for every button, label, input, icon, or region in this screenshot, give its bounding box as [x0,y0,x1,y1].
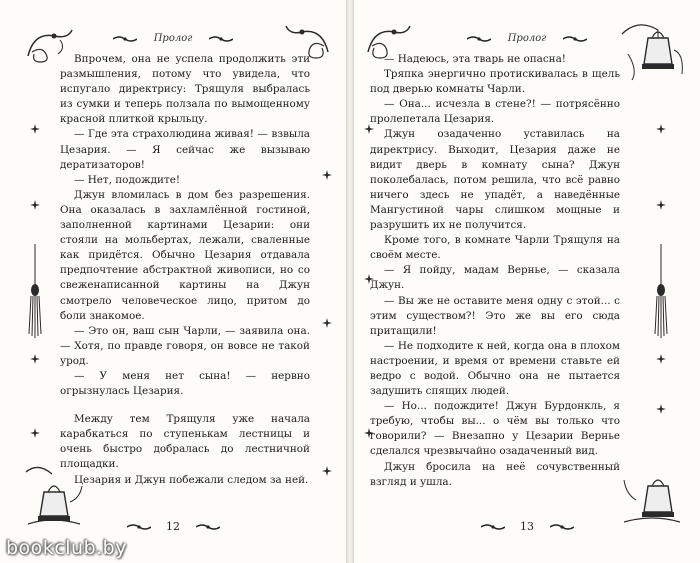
paragraph: Джун озадаченно уставилась на директрису. Выходит, Цезария даже не видит дверь в комнату сына? Джун поколебалась, потом решила, что всё равно ничего здесь не упадёт, а наведённые Мангустиной чары слишком мощные и разрушить их не получится. [370,128,620,232]
footer-flourish-icon [127,523,151,531]
paragraph: — Нет, подождите! [74,173,181,186]
running-head [354,33,700,44]
sparkle-icon [322,318,332,328]
paragraph: Между тем Трящуля уже начала карабкаться по ступенькам лестницы и очень быстро добралась до лестничной площадки. [60,413,310,471]
paragraph: — Это он, ваш сын Чарли, — заявила она. — Хотя, по правде говоря, он вовсе не такой урод. [60,324,310,367]
right-page [354,0,700,563]
paragraph: — Я пойду, мадам Вернье, — сказала Джун. [370,264,620,292]
running-head-text: Пролог [507,33,547,44]
right-page-text [370,52,620,490]
paragraph: Джун бросила на неё сочувственный взгляд и ушла. [370,460,620,488]
sparkle-icon [656,354,666,364]
sparkle-icon [656,124,666,134]
sparkle-icon [322,466,332,476]
footer-flourish-icon [550,523,574,531]
header-flourish-icon [113,35,137,43]
paragraph: — Она... исчезла в стене?! — потрясённо пролепетала Цезария. [370,98,620,126]
running-head-text: Пролог [153,33,193,44]
left-page-text [60,52,310,488]
sparkle-icon [30,354,40,364]
page-number: 13 [520,520,534,533]
running-head [0,33,346,44]
header-flourish-icon [563,35,587,43]
sparkle-icon [30,428,40,438]
tassel-icon [652,244,670,340]
paragraph: Впрочем, она не успела продолжить эти размышления, потому что увидела, что испугало директрису: Трящуля выбралась из сумки и теперь ползала по вымощенному красной плиткой крыльцу. [60,53,310,126]
paragraph: Кроме того, в комнате Чарли Трящуля на своём месте. [370,234,620,262]
tassel-icon [26,244,44,340]
lantern-icon [618,14,688,86]
paragraph: — У меня нет сына! — нервно огрызнулась Цезария. [60,369,310,398]
paragraph: — Надеюсь, эта тварь не опасна! [384,53,566,65]
sparkle-icon [656,200,666,210]
sparkle-icon [322,170,332,180]
footer-flourish-icon [196,523,220,531]
book-gutter [346,0,354,563]
header-flourish-icon [467,35,491,43]
paragraph: Тряпка энергично протискивалась в щель под дверью комнаты Чарли. [370,68,620,96]
sparkle-icon [656,404,666,414]
header-flourish-icon [209,35,233,43]
page-number: 12 [166,520,180,533]
left-page [0,0,346,563]
footer-flourish-icon [481,523,505,531]
paragraph: — Не подходите к ней, когда она в плохом настроении, и время от времени ставьте ей ведро с водой. Обычно она не пытается задушить спящих людей. [370,339,620,398]
paragraph: — Где эта страхолюдина живая! — взвыла Цезария. — Я сейчас же вызываю дератизаторов! [60,128,310,171]
site-watermark: bookclub.by [6,537,127,559]
page-number-footer [0,520,346,533]
page-number-footer [354,520,700,533]
paragraph: — Но... подождите! Джун Бурдонкль, я требую, чтобы вы... о чём вы только что говорили? — Внезапно у Цезарии Вернье сделался чрезвычайно озадаченный вид. [370,400,620,458]
sparkle-icon [30,124,40,134]
paragraph: — Вы же не оставите меня одну с этой... с этим существом?! Это же вы его сюда притащили! [370,294,620,337]
sparkle-icon [30,200,40,210]
paragraph: Цезария и Джун побежали следом за ней. [74,473,309,486]
paragraph: Джун вломилась в дом без разрешения. Она оказалась в захламлённой гостиной, заполненной картинами Цезарии: они стояли на мольбертах, лежали, сваленные как придётся. Обычно Цезария отдавала предпочтение абстрактной живописи, но со свеженаписанной картины на Джун смотрело человеческое лицо, притом до боли знакомое. [60,188,310,322]
